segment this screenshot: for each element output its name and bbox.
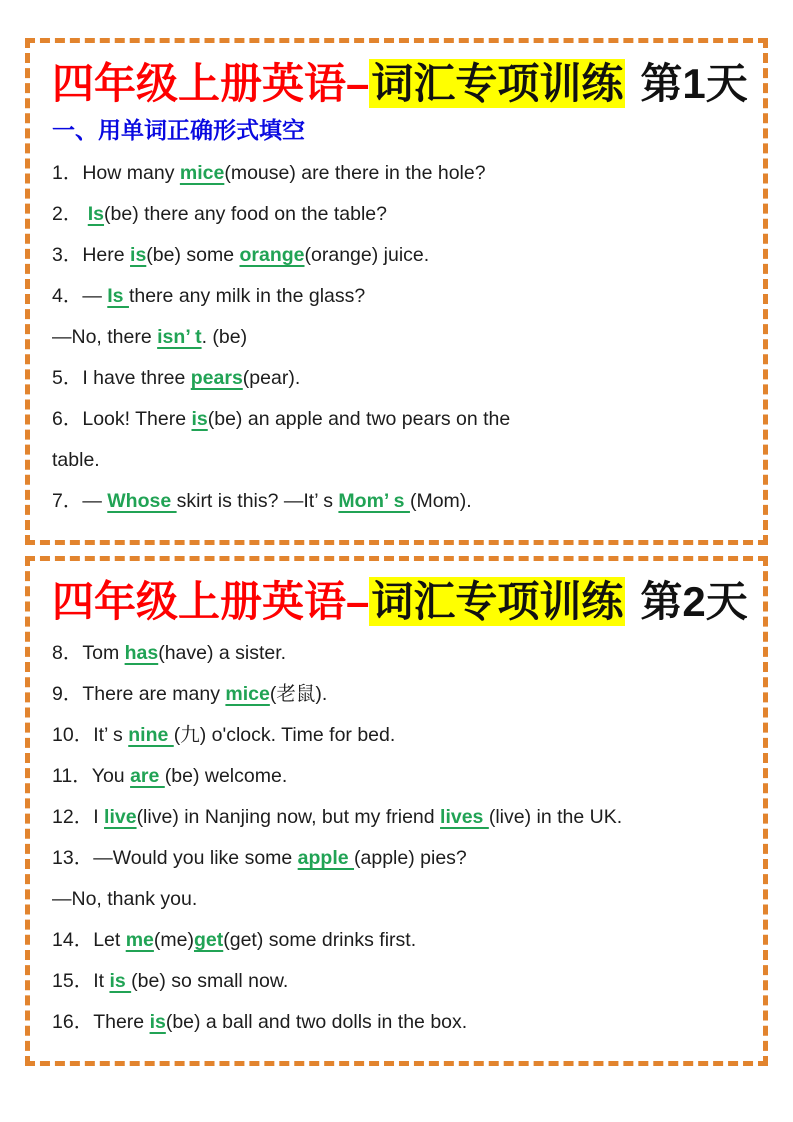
exercise-line [52, 961, 743, 1002]
exercise-line [52, 920, 743, 961]
sentence-text: table. [52, 449, 100, 471]
exercise-line [52, 317, 743, 358]
answer-word: are [130, 765, 165, 787]
sentence-text: —No, there [52, 326, 158, 348]
exercise-line [52, 440, 743, 481]
answer-word: live [104, 806, 137, 828]
answer-word: orange [239, 244, 305, 266]
sentence-text: 15．It [52, 970, 110, 992]
answer-word: get [193, 929, 224, 951]
exercise-line [52, 194, 743, 235]
sentence-text: (be) so small now. [131, 970, 289, 992]
title-day-label: 第1天 [640, 60, 748, 107]
sentence-text: skirt is this? —It’ s [176, 490, 339, 512]
sentence-text: 12．I [52, 806, 105, 828]
sentence-text: (pear). [242, 367, 301, 389]
answer-word: has [124, 642, 159, 664]
answer-word: is [149, 1011, 166, 1033]
sentence-text: (九) o'clock. Time for bed. [173, 724, 396, 746]
answer-word: is [109, 970, 132, 992]
exercise-line [52, 399, 743, 440]
day2-exercise-list [52, 633, 743, 1043]
day1-section [25, 38, 768, 545]
exercise-line [52, 276, 743, 317]
section-one-heading: 一、用单词正确形式填空 [52, 117, 305, 143]
title-day-label: 第2天 [640, 578, 748, 625]
sentence-text: (live) in the UK. [488, 806, 623, 828]
exercise-line [52, 481, 743, 522]
exercise-line [52, 838, 743, 879]
sentence-text: (mouse) are there in the hole? [224, 162, 486, 184]
answer-word: apple [297, 847, 355, 869]
day2-title [52, 575, 748, 629]
title-course-name: 四年级上册英语– [52, 60, 370, 107]
exercise-line [52, 756, 743, 797]
answer-word: nine [128, 724, 174, 746]
sentence-text: (be) an apple and two pears on the [207, 408, 511, 430]
answer-word: mice [179, 162, 225, 184]
sentence-text: 10．It’ s [52, 724, 129, 746]
answer-word: lives [440, 806, 489, 828]
sentence-text: (be) some [146, 244, 240, 266]
sentence-text: 3．Here [52, 244, 131, 266]
answer-word: pears [190, 367, 243, 389]
answer-word: Is [107, 285, 129, 307]
exercise-line [52, 235, 743, 276]
day1-title [52, 57, 748, 111]
sentence-text: 4．— [52, 285, 108, 307]
sentence-text: (老鼠). [269, 683, 328, 705]
exercise-line [52, 358, 743, 399]
sentence-text: (have) a sister. [158, 642, 287, 664]
title-course-name: 四年级上册英语– [52, 578, 370, 625]
sentence-text: (me) [153, 929, 194, 951]
answer-word: Whose [107, 490, 177, 512]
exercise-line [52, 1002, 743, 1043]
answer-word: mice [225, 683, 270, 705]
answer-word: is [191, 408, 208, 430]
sentence-text: (orange) juice. [304, 244, 430, 266]
day1-exercise-list [52, 153, 743, 522]
sentence-text: (Mom). [409, 490, 472, 512]
sentence-text: (get) some drinks first. [223, 929, 417, 951]
title-topic-highlight: 词汇专项训练 [371, 60, 624, 107]
day2-section [25, 556, 768, 1066]
sentence-text: 6．Look! There [52, 408, 192, 430]
sentence-text: 8．Tom [52, 642, 125, 664]
answer-word: isn’ t [157, 326, 202, 348]
sentence-text: 9．There are many [52, 683, 226, 705]
sentence-text: . (be) [201, 326, 248, 348]
exercise-line [52, 715, 743, 756]
sentence-text: 14．Let [52, 929, 126, 951]
exercise-line [52, 153, 743, 194]
sentence-text: 7．— [52, 490, 108, 512]
answer-word: Is [87, 203, 105, 225]
sentence-text: —No, thank you. [52, 888, 198, 910]
answer-word: is [130, 244, 147, 266]
sentence-text: (apple) pies? [354, 847, 467, 869]
exercise-line [52, 797, 743, 838]
title-topic-highlight: 词汇专项训练 [371, 578, 624, 625]
answer-word: me [125, 929, 154, 951]
sentence-text: 13．—Would you like some [52, 847, 298, 869]
sentence-text: 11．You [52, 765, 131, 787]
sentence-text: 2． [52, 203, 88, 225]
sentence-text: 5．I have three [52, 367, 191, 389]
sentence-text: 16．There [52, 1011, 150, 1033]
sentence-text: (be) welcome. [164, 765, 288, 787]
sentence-text: (be) there any food on the table? [104, 203, 387, 225]
sentence-text: (live) in Nanjing now, but my friend [136, 806, 441, 828]
exercise-line [52, 674, 743, 715]
sentence-text: (be) a ball and two dolls in the box. [165, 1011, 468, 1033]
exercise-line [52, 879, 743, 920]
exercise-line [52, 633, 743, 674]
answer-word: Mom’ s [338, 490, 410, 512]
sentence-text: there any milk in the glass? [128, 285, 366, 307]
sentence-text: 1．How many [52, 162, 180, 184]
